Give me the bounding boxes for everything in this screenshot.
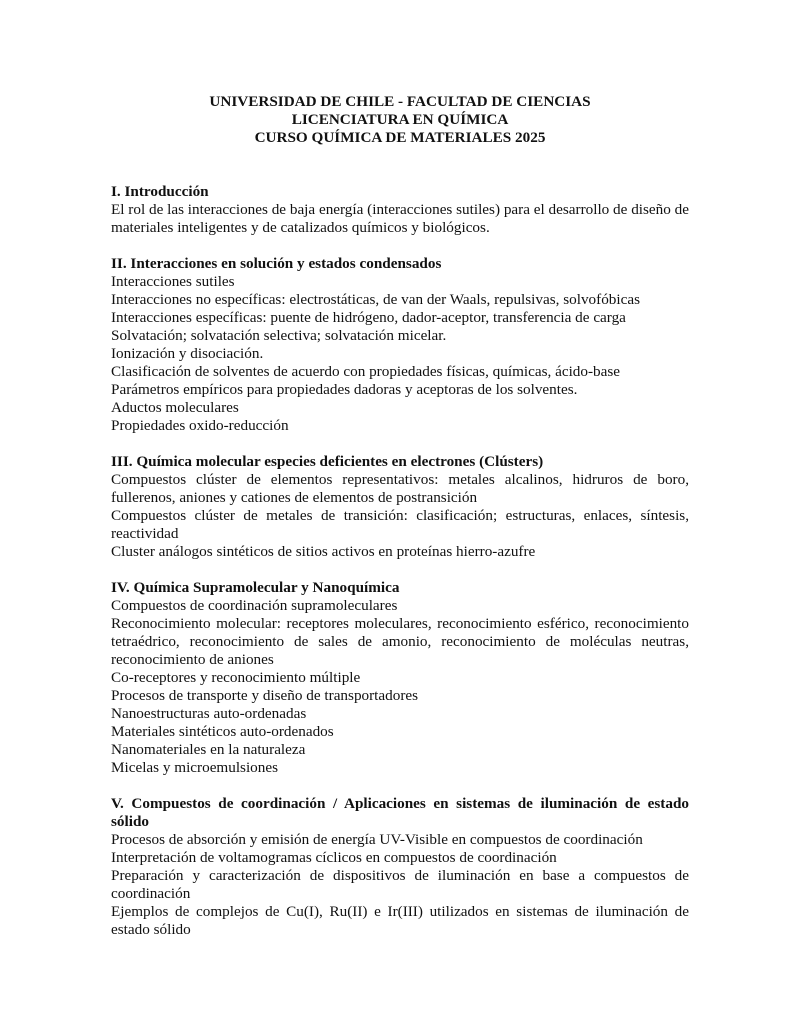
section-item: Compuestos clúster de elementos representativos: metales alcalinos, hidruros de boro, fullerenos, aniones y cationes de elementos de postransición [111,471,689,506]
section-item: Interpretación de voltamogramas cíclicos en compuestos de coordinación [111,849,557,866]
section-introduccion [111,183,689,237]
section-item: Cluster análogos sintéticos de sitios activos en proteínas hierro-azufre [111,543,536,560]
section-supramolecular [111,579,689,777]
section-item: Procesos de absorción y emisión de energía UV-Visible en compuestos de coordinación [111,831,643,848]
section-item: Interacciones sutiles [111,273,235,290]
section-item: Preparación y caracterización de dispositivos de iluminación en base a compuestos de coordinación [111,867,689,902]
section-item: Interacciones específicas: puente de hidrógeno, dador-aceptor, transferencia de carga [111,309,626,326]
section-coordinacion [111,795,689,939]
section-clusters [111,453,689,561]
section-item: Ionización y disociación. [111,345,264,362]
header-program: LICENCIATURA EN QUÍMICA [291,111,509,128]
section-item: Parámetros empíricos para propiedades dadoras y aceptoras de los solventes. [111,381,578,398]
section-item: Procesos de transporte y diseño de transportadores [111,687,419,704]
section-item: Reconocimiento molecular: receptores moleculares, reconocimiento esférico, reconocimiento tetraédrico, reconocimiento de sales de amonio, reconocimiento de moléculas neutras, reconocimiento de aniones [111,615,689,668]
section-title: II. Interacciones en solución y estados condensados [111,255,442,272]
section-item: Clasificación de solventes de acuerdo con propiedades físicas, químicas, ácido-base [111,363,621,380]
header-course: CURSO QUÍMICA DE MATERIALES 2025 [254,129,546,146]
section-title: III. Química molecular especies deficientes en electrones (Clústers) [111,453,544,470]
section-item: Co-receptores y reconocimiento múltiple [111,669,361,686]
section-item: Aductos moleculares [111,399,239,416]
section-item: Solvatación; solvatación selectiva; solvatación micelar. [111,327,447,344]
section-title: IV. Química Supramolecular y Nanoquímica [111,579,400,596]
document-page [111,93,689,939]
section-item: Propiedades oxido-reducción [111,417,289,434]
document-header [111,93,689,147]
section-item: Nanoestructuras auto-ordenadas [111,705,307,722]
header-university: UNIVERSIDAD DE CHILE - FACULTAD DE CIENCIAS [209,93,591,110]
section-title: I. Introducción [111,183,209,200]
section-item: Compuestos de coordinación supramoleculares [111,597,398,614]
section-item: Ejemplos de complejos de Cu(I), Ru(II) e Ir(III) utilizados en sistemas de iluminación de estado sólido [111,903,689,938]
section-item: Compuestos clúster de metales de transición: clasificación; estructuras, enlaces, síntesis, reactividad [111,507,689,542]
section-interacciones [111,255,689,435]
section-item: El rol de las interacciones de baja energía (interacciones sutiles) para el desarrollo de diseño de materiales inteligentes y de catalizados químicos y biológicos. [111,201,689,236]
section-item: Micelas y microemulsiones [111,759,279,776]
section-item: Nanomateriales en la naturaleza [111,741,306,758]
section-item: Interacciones no específicas: electrostáticas, de van der Waals, repulsivas, solvofóbicas [111,291,641,308]
section-item: Materiales sintéticos auto-ordenados [111,723,334,740]
section-title: V. Compuestos de coordinación / Aplicaciones en sistemas de iluminación de estado sólido [111,795,689,830]
